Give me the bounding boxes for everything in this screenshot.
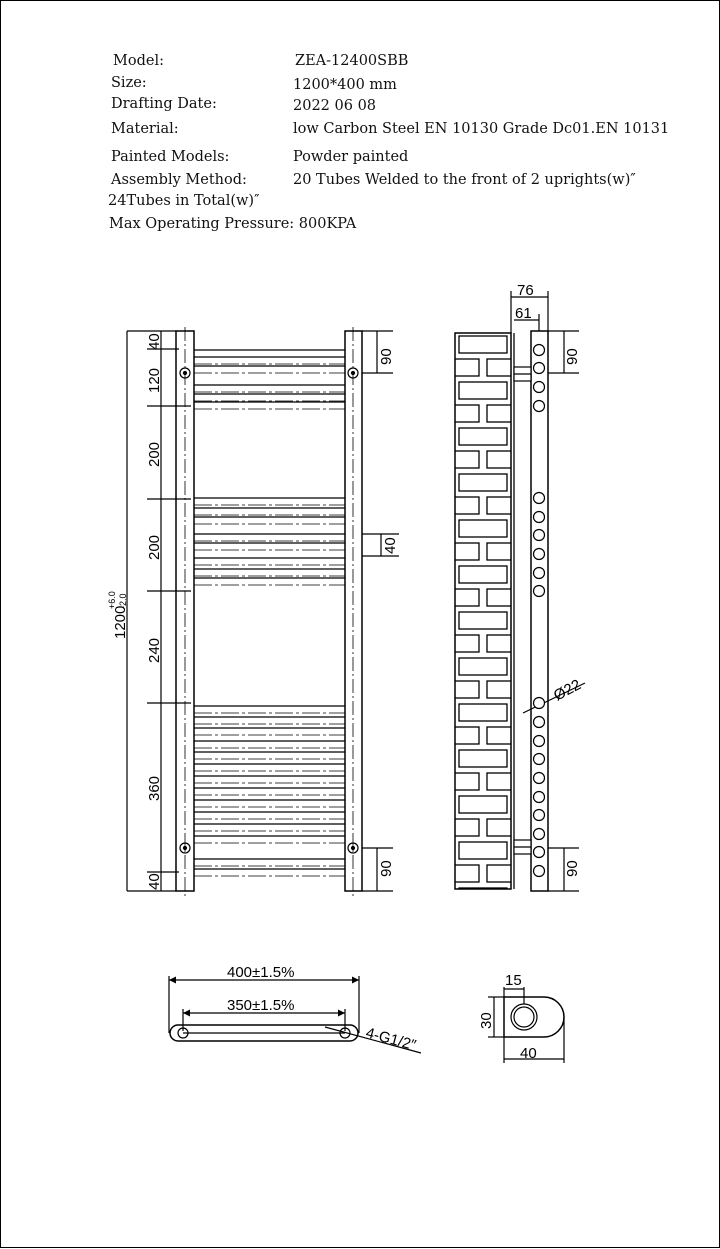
drafting-date-label: Drafting Date: (111, 96, 217, 112)
centres-width-label: 350±1.5% (227, 997, 295, 1014)
dim-label-200b: 200 (146, 534, 163, 560)
tube-section-circle (534, 345, 545, 356)
tube-section-circle (534, 754, 545, 765)
tube-section-circle (534, 773, 545, 784)
tube-section-circle (534, 512, 545, 523)
right-top-dim-label: 90 (378, 348, 395, 365)
side-view (455, 291, 585, 891)
right-mid-dim-label: 40 (382, 537, 399, 554)
side-tube-circles (534, 345, 545, 877)
depth-outer-label: 76 (517, 282, 534, 299)
tube-section-circle (534, 493, 545, 504)
tube-section-circle (534, 792, 545, 803)
depth-inner-label: 61 (515, 305, 532, 322)
overall-width-label: 400±1.5% (227, 964, 295, 981)
connection-size-label: 4-G1/2″ (363, 1024, 418, 1055)
tube-section-circle (534, 568, 545, 579)
max-pressure-text: Max Operating Pressure: 800KPA (109, 216, 357, 232)
tube-section-circle (534, 847, 545, 858)
front-dimension-labels (107, 333, 399, 890)
side-top-dim-label: 90 (564, 348, 581, 365)
tube-section-circle (534, 401, 545, 412)
dim-label-bottom: 40 (146, 873, 163, 890)
tube-section-circle (534, 698, 545, 709)
material-value: low Carbon Steel EN 10130 Grade Dc01.EN 10131 (293, 121, 670, 137)
tube-section-circle (534, 866, 545, 877)
dim-label-top: 40 (146, 333, 163, 350)
tube-section-circle (534, 549, 545, 560)
dim-label-240: 240 (146, 637, 163, 663)
size-label: Size: (111, 75, 147, 91)
tube-section-circle (534, 717, 545, 728)
section-left-label: 30 (478, 1012, 495, 1029)
overall-height-label: 1200 (112, 605, 129, 639)
tube-section-circle (534, 530, 545, 541)
technical-drawing (1, 1, 720, 1249)
tolerance-minus-label: -2.0 (118, 593, 128, 609)
dim-label-120: 120 (146, 367, 163, 393)
material-label: Material: (111, 121, 179, 137)
dim-label-360: 360 (146, 775, 163, 801)
brick-wall (455, 333, 511, 889)
painted-models-value: Powder painted (293, 149, 409, 165)
model-label: Model: (113, 53, 164, 69)
right-bottom-dim-label: 90 (378, 860, 395, 877)
tube-section-circle (534, 363, 545, 374)
painted-models-label: Painted Models: (111, 149, 230, 165)
drafting-date-value: 2022 06 08 (293, 98, 377, 114)
tube-section-circle (534, 810, 545, 821)
side-bottom-dim-label: 90 (564, 860, 581, 877)
tube-section-circle (534, 829, 545, 840)
assembly-method-label: Assembly Method: (111, 172, 247, 188)
tube-diameter-label: Ø22 (550, 676, 584, 705)
dim-label-200a: 200 (146, 441, 163, 467)
tube-section-circle (534, 586, 545, 597)
assembly-method-value: 20 Tubes Welded to the front of 2 uprights(w)″ (293, 172, 636, 188)
section-bottom-label: 40 (520, 1045, 537, 1062)
tubes-total-text: 24Tubes in Total(w)″ (108, 193, 260, 209)
tube-section-circle (534, 382, 545, 393)
tube-section-circle (534, 736, 545, 747)
tolerance-plus-label: +6.0 (107, 591, 117, 609)
model-value: ZEA-12400SBB (295, 53, 409, 69)
horizontal-tubes (194, 350, 345, 876)
section-dimension-labels (478, 972, 537, 1062)
section-top-label: 15 (505, 972, 522, 989)
size-value: 1200*400 mm (293, 77, 397, 93)
